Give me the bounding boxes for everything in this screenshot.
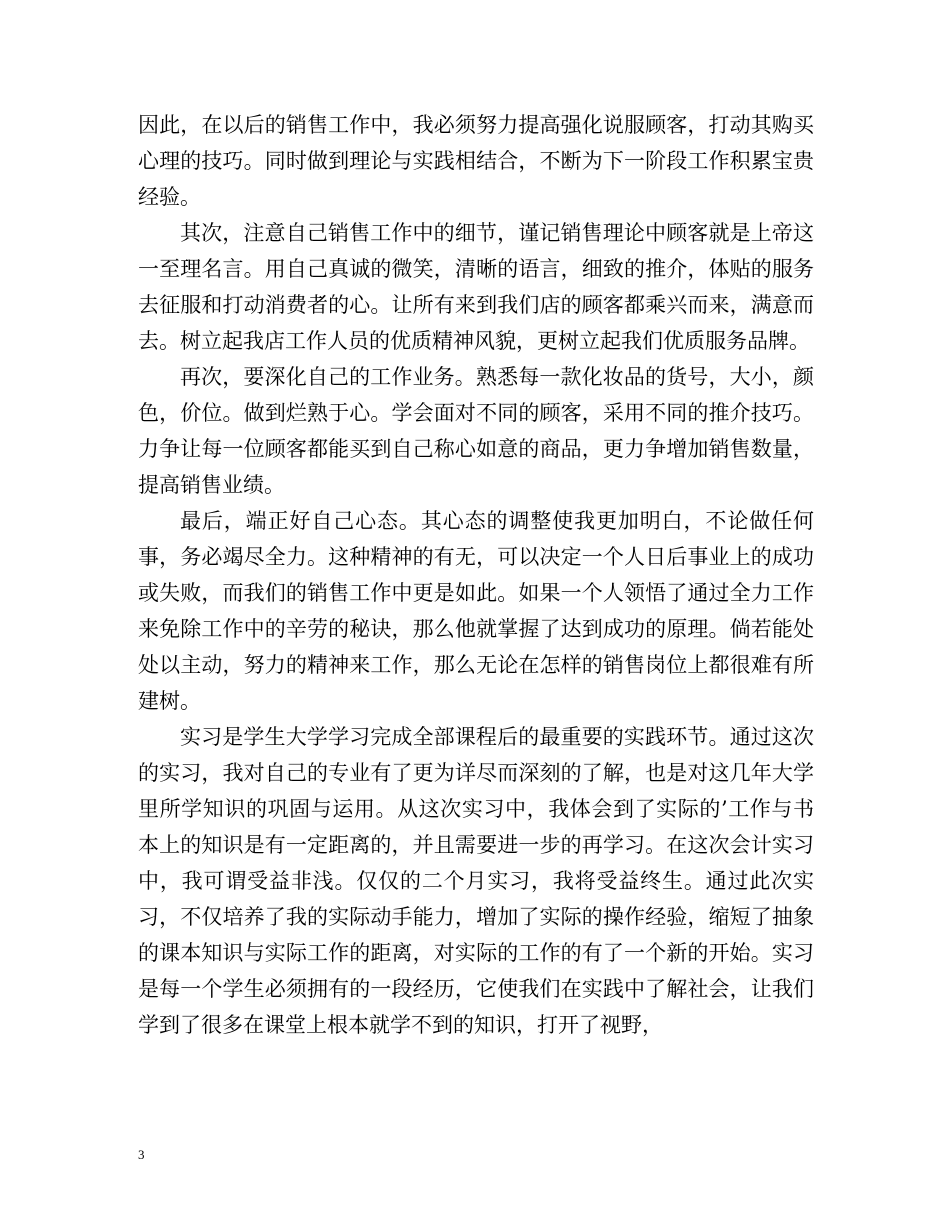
- page-number: 3: [138, 1147, 145, 1162]
- document-body: [138, 107, 814, 1043]
- paragraph-5: 实习是学生大学学习完成全部课程后的最重要的实践环节。通过这次的实习，我对自己的专业有了更为详尽而深刻的了解，也是对这几年大学里所学知识的巩固与运用。从这次实习中，我体会到了实际的’工作与书本上的知识是有一定距离的，并且需要进一步的再学习。在这次会计实习中，我可谓受益非浅。仅仅的二个月实习，我将受益终生。通过此次实习，不仅培养了我的实际动手能力，增加了实际的操作经验，缩短了抽象的课本知识与实际工作的距离，对实际的工作的有了一个新的开始。实习是每一个学生必须拥有的一段经历，它使我们在实践中了解社会，让我们学到了很多在课堂上根本就学不到的知识，打开了视野，: [138, 725, 814, 1037]
- paragraph-4: 最后，端正好自己心态。其心态的调整使我更加明白，不论做任何事，务必竭尽全力。这种精神的有无，可以决定一个人日后事业上的成功或失败，而我们的销售工作中更是如此。如果一个人领悟了通过全力工作来免除工作中的辛劳的秘诀，那么他就掌握了达到成功的原理。倘若能处处以主动，努力的精神来工作，那么无论在怎样的销售岗位上都很难有所建树。: [138, 509, 814, 713]
- paragraph-2: 其次，注意自己销售工作中的细节，谨记销售理论中顾客就是上帝这一至理名言。用自己真诚的微笑，清晰的语言，细致的推介，体贴的服务去征服和打动消费者的心。让所有来到我们店的顾客都乘兴而来，满意而去。树立起我店工作人员的优质精神风貌，更树立起我们优质服务品牌。: [138, 221, 814, 353]
- paragraph-1: 因此，在以后的销售工作中，我必须努力提高强化说服顾客，打动其购买心理的技巧。同时做到理论与实践相结合，不断为下一阶段工作积累宝贵经验。: [138, 113, 814, 209]
- paragraph-3: 再次，要深化自己的工作业务。熟悉每一款化妆品的货号，大小，颜色，价位。做到烂熟于心。学会面对不同的顾客，采用不同的推介技巧。力争让每一位顾客都能买到自己称心如意的商品，更力争增加销售数量，提高销售业绩。: [138, 365, 814, 497]
